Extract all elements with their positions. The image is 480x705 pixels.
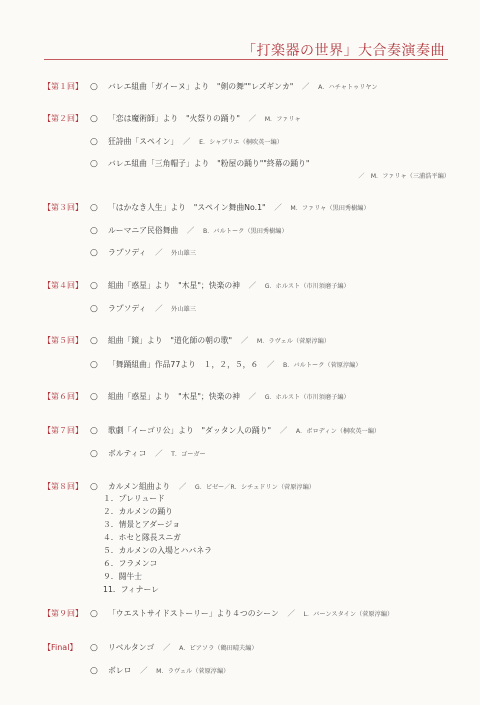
separator: ／ [358, 173, 365, 180]
session-label: 【第４回】 [43, 281, 83, 290]
piece-title: 「舞踊組曲」作品77より １，２，５，６ [108, 360, 259, 369]
program-entry [0, 201, 480, 215]
separator: ／ [139, 666, 148, 675]
piece [108, 664, 229, 679]
piece-title: 「ウエストサイドストーリー」より４つのシーン [108, 609, 279, 618]
piece [108, 112, 301, 127]
piece [108, 135, 283, 150]
piece [108, 224, 288, 239]
separator: ／ [266, 360, 275, 369]
circle-icon: ○ [90, 304, 98, 314]
piece [108, 358, 362, 373]
separator: ／ [182, 137, 191, 146]
program-entry [0, 157, 480, 171]
program-entry [0, 480, 480, 494]
piece [108, 447, 206, 462]
piece-title: 組曲「惑星」より "木星"；快楽の神 [108, 392, 240, 401]
separator: ／ [154, 248, 163, 257]
separator: ／ [162, 643, 171, 652]
piece [108, 302, 196, 317]
circle-icon: ○ [90, 114, 98, 124]
circle-icon: ○ [90, 137, 98, 147]
circle-icon: ○ [90, 449, 98, 459]
piece-title: リベルタンゴ [108, 643, 155, 652]
piece-title: ルーマニア民俗舞曲 [108, 226, 179, 235]
program-entry [0, 641, 480, 655]
session-label: 【第７回】 [43, 426, 83, 435]
composer: M．ファリャ（黒田秀樹編） [290, 205, 370, 212]
circle-icon: ○ [90, 336, 98, 346]
circle-icon: ○ [90, 643, 98, 653]
separator: ／ [240, 336, 249, 345]
circle-icon: ○ [90, 226, 98, 236]
composer: A．ハチャトゥリヤン [318, 84, 378, 91]
piece-title: ボルティコ [108, 449, 147, 458]
composer: B．バルトーク（黒田秀樹編） [202, 228, 288, 235]
movement-item: ３．情景とアダージョ [103, 520, 181, 529]
composer: E．シャブリエ（桐吹英一編） [199, 139, 283, 146]
program-entry [0, 279, 480, 293]
piece-title: 「はかなき人生」より "スペイン舞曲No.1" [108, 203, 266, 212]
composer: A．ピアソラ（鶴田晴夫編） [179, 645, 258, 652]
composer [358, 170, 450, 184]
piece-title: 「恋は魔術師」より "火祭りの踊り" [108, 114, 240, 123]
movement-item: ４．ホセと隊長スニガ [103, 533, 181, 542]
composer: M．ラヴェル（菅原淳編） [156, 668, 230, 675]
session-label: 【第５回】 [43, 336, 83, 345]
separator: ／ [178, 482, 187, 491]
circle-icon: ○ [90, 82, 98, 92]
program-entry [0, 224, 480, 238]
session-label: 【Final】 [43, 643, 78, 652]
separator: ／ [274, 203, 282, 212]
circle-icon: ○ [90, 248, 98, 258]
session-label: 【第６回】 [43, 392, 83, 401]
program-entry [0, 607, 480, 621]
composer-continuation: M．ファリャ（三浦浩平編） [370, 173, 450, 180]
separator: ／ [154, 449, 163, 458]
title-rule [44, 59, 448, 60]
separator: ／ [248, 281, 257, 290]
composer: L．バーンスタイン（菅原淳編） [303, 611, 394, 618]
session-label: 【第１回】 [43, 82, 83, 91]
piece-title: バレエ組曲「ガイーヌ」より "剣の舞""レズギンカ" [108, 82, 294, 91]
circle-icon: ○ [90, 159, 98, 169]
session-label: 【第２回】 [43, 114, 83, 123]
program-entry [0, 135, 480, 149]
separator: ／ [186, 226, 195, 235]
piece-title: 組曲「惑星」より "木星"；快楽の神 [108, 281, 240, 290]
piece [108, 201, 370, 216]
circle-icon: ○ [90, 203, 98, 213]
piece [108, 641, 258, 656]
piece-title: 組曲「鏡」より "道化師の朝の歌" [108, 336, 233, 345]
session-label: 【第３回】 [43, 203, 83, 212]
separator: ／ [154, 304, 163, 313]
program-entry [0, 424, 480, 438]
program-entry [0, 390, 480, 404]
circle-icon: ○ [90, 281, 98, 291]
piece [108, 607, 393, 622]
composer: G．ビゼー／R．シチェドリン（菅原淳編） [194, 484, 315, 491]
circle-icon: ○ [90, 360, 98, 370]
piece-title: 歌劇「イーゴリ公」より "ダッタン人の踊り" [108, 426, 272, 435]
movement-item: ２．カルメンの踊り [103, 507, 173, 516]
composer: G．ホルスト（市川須磨子編） [264, 283, 350, 290]
composer: G．ホルスト（市川須磨子編） [264, 394, 350, 401]
movement-item: 11．フィナーレ [103, 585, 159, 594]
composer: B．バルトーク（菅原淳編） [283, 362, 362, 369]
separator: ／ [279, 426, 288, 435]
program-entry [0, 112, 480, 126]
session-label: 【第８回】 [43, 482, 83, 491]
composer: M．ファリャ [264, 116, 301, 123]
separator: ／ [248, 392, 257, 401]
program-entry [0, 246, 480, 260]
separator: ／ [301, 82, 310, 91]
piece [108, 334, 330, 349]
piece-title: ラプソディ [108, 248, 147, 257]
piece [108, 246, 196, 261]
circle-icon: ○ [90, 609, 98, 619]
separator: ／ [287, 609, 295, 618]
piece [108, 157, 309, 171]
movement-item: １．プレリュード [103, 494, 165, 503]
piece [108, 279, 350, 294]
piece [108, 390, 350, 405]
composer: T．ゴーガー [171, 451, 206, 458]
circle-icon: ○ [90, 666, 98, 676]
circle-icon: ○ [90, 426, 98, 436]
program-entry-continued [0, 170, 480, 184]
movement-item: ５．カルメンの入場とハバネラ [103, 546, 212, 555]
piece [108, 80, 378, 95]
piece-title: バレエ組曲「三角帽子」より "粉屋の踊り""終幕の踊り" [108, 159, 310, 168]
composer: 外山雄三 [171, 306, 196, 313]
session-label: 【第９回】 [43, 609, 83, 618]
piece-title: 狂詩曲「スペイン」 [108, 137, 175, 146]
piece-title: ボレロ [108, 666, 132, 675]
program-entry [0, 664, 480, 678]
composer: A．ボロディン（桐吹英一編） [295, 428, 381, 435]
movement-item: ９．闘牛士 [103, 572, 142, 581]
program-entry [0, 80, 480, 94]
piece [108, 424, 380, 439]
circle-icon: ○ [90, 482, 98, 492]
page-title: 「打楽器の世界」大合奏演奏曲 [242, 43, 445, 59]
circle-icon: ○ [90, 392, 98, 402]
program-entry [0, 302, 480, 316]
separator: ／ [248, 114, 257, 123]
composer: 外山雄三 [171, 250, 196, 257]
piece-title: ラプソディ [108, 304, 147, 313]
program-entry [0, 358, 480, 372]
movement-item: ６．フラメンコ [103, 559, 158, 568]
composer: M．ラヴェル（菅原淳編） [256, 338, 331, 345]
program-entry [0, 334, 480, 348]
piece-title: カルメン組曲より [108, 482, 171, 491]
program-entry [0, 447, 480, 461]
